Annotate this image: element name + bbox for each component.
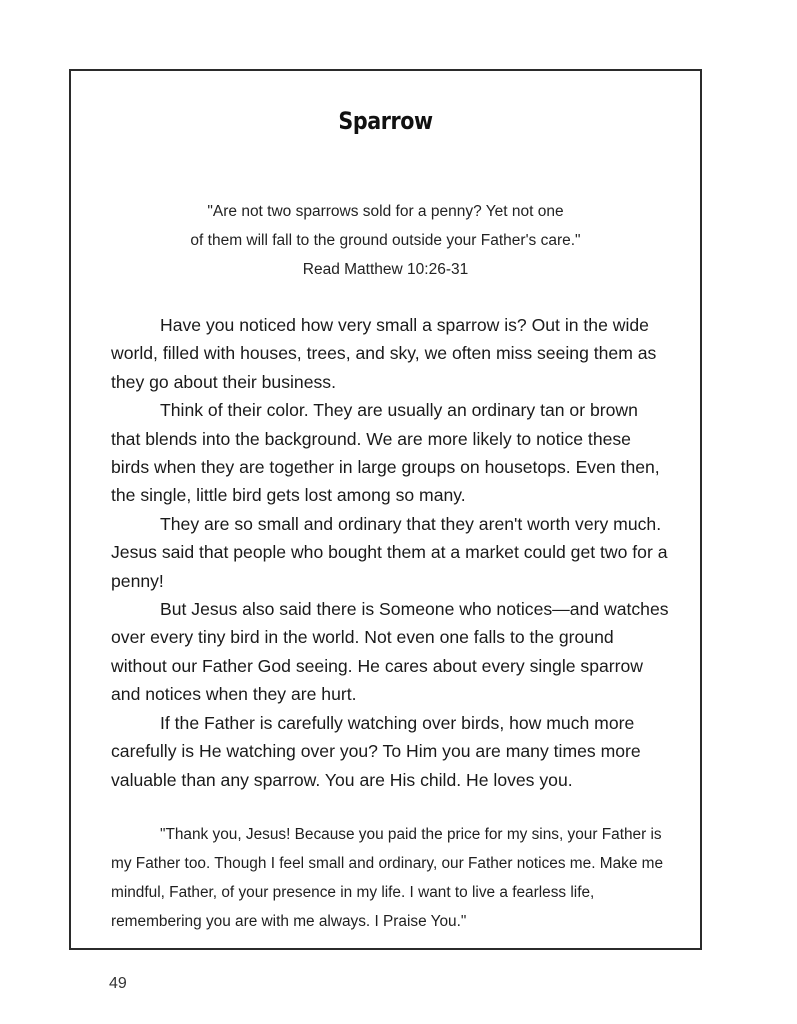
body-paragraph: They are so small and ordinary that they aren't worth very much. Jesus said that people who bought them at a market could get two for a penny!	[111, 513, 668, 591]
body-paragraph: If the Father is carefully watching over birds, how much more carefully is He watching over you? To Him you are many times more valuable than any sparrow. You are His child. He loves you.	[111, 712, 641, 790]
prayer-text: "Thank you, Jesus! Because you paid the price for my sins, your Father is my Father too. Though I feel small and ordinary, our Father notices me. Make me mindful, Father, of your presence in my life. I want to live a fearless life, remembering you are with me always. I Praise You."	[111, 826, 664, 930]
body-paragraph: Have you noticed how very small a sparrow is? Out in the wide world, filled with houses, trees, and sky, we often miss seeing them as they go about their business.	[111, 315, 657, 392]
devotional-body	[111, 311, 671, 794]
closing-prayer	[111, 820, 671, 936]
page-number: 49	[109, 975, 127, 992]
page-border-frame	[69, 69, 702, 950]
epigraph-line-1: "Are not two sparrows sold for a penny? Yet not one	[207, 203, 564, 220]
page-title: Sparrow	[338, 107, 433, 135]
scripture-epigraph	[71, 197, 700, 284]
epigraph-reference: Read Matthew 10:26-31	[302, 261, 469, 278]
body-paragraph: Think of their color. They are usually an ordinary tan or brown that blends into the background. We are more likely to notice these birds when they are together in large groups on housetops. Even then, the single, little bird gets lost among so many.	[111, 400, 660, 506]
epigraph-line-2: of them will fall to the ground outside your Father's care."	[190, 232, 581, 249]
body-paragraph: But Jesus also said there is Someone who notices—and watches over every tiny bird in the world. Not even one falls to the ground without our Father God seeing. He cares about every single sparrow and notices when they are hurt.	[111, 599, 669, 705]
